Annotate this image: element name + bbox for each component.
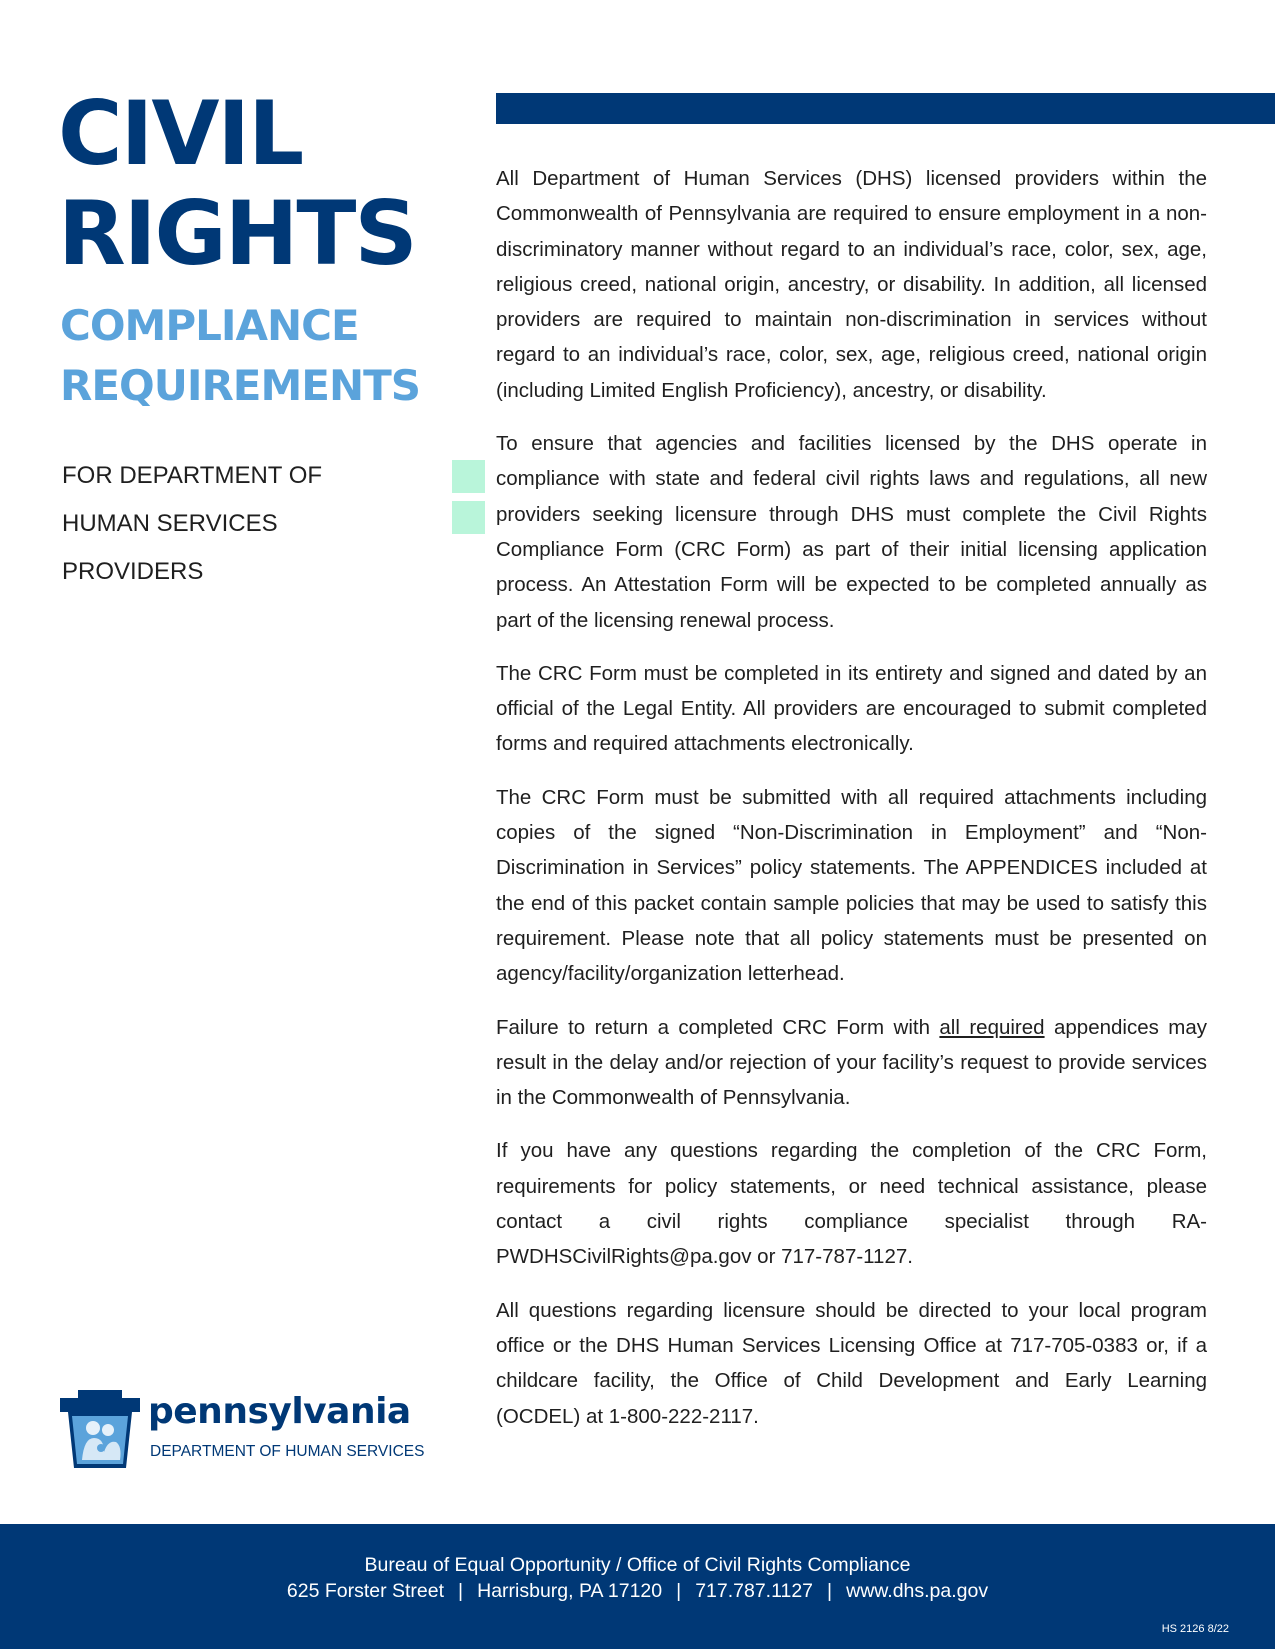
paragraph-5-end: appendices may result in the delay and/or rejection of your facility’s request to provide services in the Commonwealth of Pennsylvania. bbox=[496, 1015, 1208, 1110]
subtitle-line-2: REQUIREMENTS bbox=[60, 361, 421, 410]
footer-phone: 717.787.1127 bbox=[695, 1580, 814, 1602]
paragraph-5 bbox=[496, 1010, 1207, 1116]
subtitle-line-1: COMPLIANCE bbox=[60, 301, 359, 350]
footer-separator: | bbox=[676, 1580, 682, 1602]
paragraph-2: To ensure that agencies and facilities licensed by the DHS operate in compliance with state and federal civil rights laws and regulations, all new providers seeking licensure through DHS must complete the Civil Rights Compliance Form (CRC Form) as part of their initial licensing application process. An Attestation Form will be expected to be completed annually as part of the licensing renewal process. bbox=[496, 432, 1207, 632]
logo-department: DEPARTMENT OF HUMAN SERVICES bbox=[150, 1443, 425, 1460]
audience-line-2: HUMAN SERVICES bbox=[62, 510, 278, 537]
sub-title bbox=[60, 296, 420, 416]
underlined-emphasis: all required bbox=[939, 1015, 1045, 1039]
paragraph-5-start: Failure to return a completed CRC Form with bbox=[496, 1015, 940, 1039]
paragraph-3: The CRC Form must be completed in its entirety and signed and dated by an official of the Legal Entity. All providers are encouraged to submit completed forms and required attachments electronically. bbox=[496, 661, 1207, 756]
main-title bbox=[58, 84, 416, 284]
paragraph-4: The CRC Form must be submitted with all required attachments including copies of the signed “Non-Discrimination in Employment” and “Non-Discrimination in Services” policy statements. The APPENDICES included at the end of this packet contain sample policies that may be used to satisfy this requirement. Please note that all policy statements must be presented on agency/facility/organization letterhead. bbox=[496, 785, 1207, 986]
audience-line-1: FOR DEPARTMENT OF bbox=[62, 462, 323, 489]
footer-contact-line bbox=[0, 1578, 1275, 1604]
form-code: HS 2126 8/22 bbox=[1161, 1623, 1229, 1635]
footer-city: Harrisburg, PA 17120 bbox=[477, 1580, 663, 1602]
audience-line-3: PROVIDERS bbox=[62, 558, 204, 585]
footer bbox=[0, 1524, 1275, 1649]
title-line-1: CIVIL bbox=[58, 82, 303, 185]
footer-office: Bureau of Equal Opportunity / Office of Civil Rights Compliance bbox=[364, 1554, 911, 1576]
paragraph-6: If you have any questions regarding the completion of the CRC Form, requirements for policy statements, or need technical assistance, please contact a civil rights compliance specialist through RA-PWDHSCivilRights@pa.gov or 717-787-1127. bbox=[496, 1139, 1207, 1269]
paragraph-7: All questions regarding licensure should be directed to your local program office or the DHS Human Services Licensing Office at 717-705-0383 or, if a childcare facility, the Office of Child Development and Early Learning (OCDEL) at 1-800-222-2117. bbox=[496, 1298, 1207, 1428]
title-line-2: RIGHTS bbox=[58, 182, 416, 285]
header-accent-bar bbox=[496, 93, 1275, 124]
footer-separator: | bbox=[827, 1580, 833, 1602]
paragraph-1: All Department of Human Services (DHS) licensed providers within the Commonwealth of Pennsylvania are required to ensure employment in a non-discriminatory manner without regard to an individual’s race, color, sex, age, religious creed, national origin, ancestry, or disability. In addition, all licensed providers are required to maintain non-discrimination in services without regard to an individual’s race, color, sex, age, religious creed, national origin (including Limited English Proficiency), ancestry, or disability. bbox=[496, 167, 1207, 402]
logo-wordmark: pennsylvania bbox=[148, 1391, 411, 1432]
body-content bbox=[496, 161, 1207, 1452]
footer-separator: | bbox=[458, 1580, 464, 1602]
keystone-family-icon bbox=[60, 1390, 140, 1470]
audience-text bbox=[62, 452, 422, 596]
footer-website: www.dhs.pa.gov bbox=[846, 1580, 989, 1602]
decorative-square-2 bbox=[452, 501, 485, 534]
footer-street: 625 Forster Street bbox=[286, 1580, 445, 1602]
pa-dhs-logo bbox=[60, 1390, 460, 1470]
decorative-square-1 bbox=[452, 460, 485, 493]
